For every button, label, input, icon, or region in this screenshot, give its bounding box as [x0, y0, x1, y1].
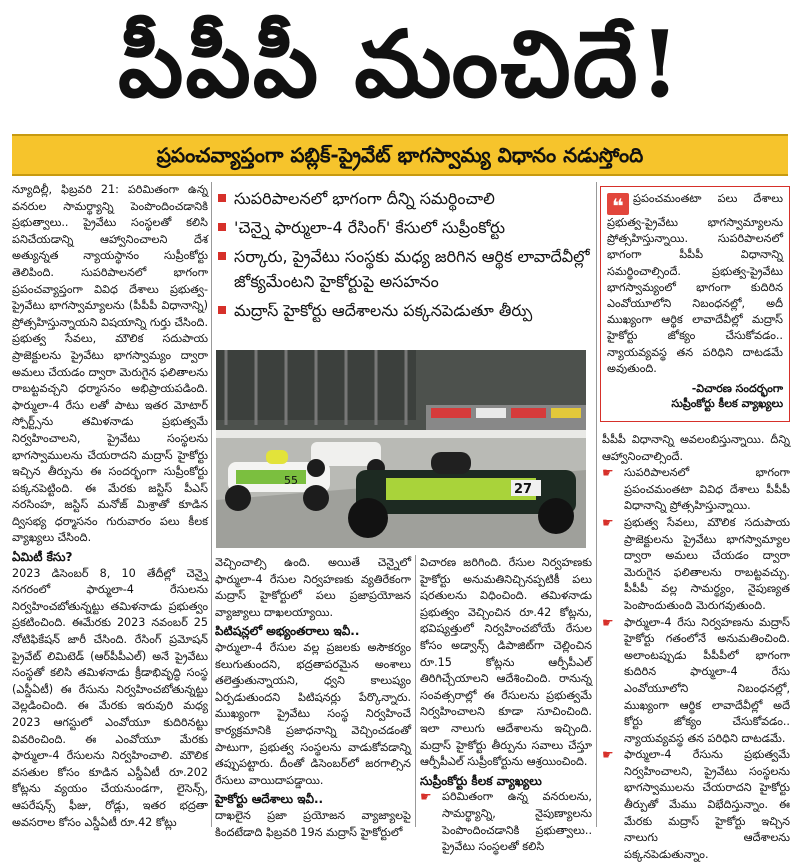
highlight-item: మద్రాస్ హైకోర్టు ఆదేశాలను పక్కనపెడుతూ తీర్పు [216, 298, 592, 323]
section-subhead: పిటిషన్లలో అభ్యంతరాలు ఇవీ.. [215, 624, 360, 639]
quote-mark-icon: ❝ [607, 193, 629, 215]
highlight-item: 'చెన్నై ఫార్ములా-4 రేసింగ్' కేసులో సుప్రీంకోర్టు [216, 215, 592, 240]
subheadline-bar: ప్రపంచవ్యాప్తంగా పబ్లిక్-ప్రైవేట్ భాగస్వామ్య విధానం నడుస్తోంది [12, 134, 788, 176]
section-subhead: ఏమిటీ కేసు? [12, 550, 73, 565]
pointing-hand-icon: ☛ [602, 466, 614, 482]
pointing-hand-icon: ☛ [602, 748, 614, 764]
article-paragraph: న్యూదిల్లీ, ఫిబ్రవరి 21: పరిమితంగా ఉన్న వనరుల సామర్థ్యాన్ని పెంపొందించడానికి ప్రభుత్వాలు.. ప్రైవేటు సంస్థలతో కలిసి పనిచేయడాన్ని ఆహ్వానించాలని దేశ అత్యున్నత న్యాయస్థానం సుప్రీంకోర్టు తెలిపింది. సుపరిపాలనలో భాగంగా ప్రపంచవ్యాప్తంగా వివిధ దేశాలు ప్రభుత్వ-ప్రైవేటు భాగస్వామ్యాలను (పీపీపీ విధానాన్ని) ప్రోత్సహిస్తున్నాయని విషయాన్ని గుర్తు చేసింది. ప్రభుత్వ సేవలు, మౌలిక సదుపాయ ప్రాజెక్టులను ప్రైవేటు భాగస్వామ్యం ద్వారా అమలు చేయడం ద్వారా మెరుగైన ఫలితాలను రాబట్టవచ్చని ధర్మాసనం అభిప్రాయపడింది. ఫార్ములా-4 రేసు లతో పాటు ఇతర మోటార్ స్పోర్ట్స్‌ను తమిళనాడు ప్రభుత్వమే నిర్వహించాలని, ప్రైవేటు సంస్థలను భాగస్వాములను చేయరాదని మద్రాస్ హైకోర్టు ఇచ్చిన తీర్పును ఈ సందర్భంగా సుప్రీంకోర్టు పక్కనపెట్టింది. ఈ మేరకు జస్టిస్ పీఎస్ నరసింహ, జస్టిస్ మనోజ్ మిశ్రాతో కూడిన ద్విసభ్య ధర్మాసనం గురువారం పలు కీలక వ్యాఖ్యలు చేసింది. [12, 183, 208, 545]
pull-quote-box [600, 186, 790, 422]
pointing-hand-icon: ☛ [420, 790, 432, 806]
article-paragraph: విచారణ జరిగింది. రేసుల నిర్వహణకు హైకోర్టు అనుమతినిచ్చినప్పటికీ పలు షరతులను విధించింది. తమిళనాడు ప్రభుత్వం వెచ్చించిన రూ.42 కోట్లను, భవిష్యత్తులో నిర్వహించబోయే రేసుల కోసం అడ్వాన్స్ డిపాజిట్‌గా చెల్లించిన రూ.15 కోట్లను ఆర్పీపీఎల్ తిరిగిచ్చేయాలని ఆదేశించింది. రానున్న సంవత్సరాల్లో ఈ రేసులను ప్రభుత్వమే నిర్వహించాలని కూడా సూచించింది. ఇలా నాలుగు ఆదేశాలను ఇచ్చింది. మద్రాస్ హైకోర్టు తీర్పును సవాలు చేస్తూ ఆర్పీపీఎల్ సుప్రీంకోర్టును ఆశ్రయించింది. [420, 556, 592, 769]
column-divider [415, 555, 416, 827]
article-paragraph: పీపీపీ విధానాన్ని అవలంబిస్తున్నాయి. దీన్ని ఆహ్వానించాల్సిందే. [602, 433, 790, 463]
column-divider [596, 182, 597, 827]
pointing-hand-icon: ☛ [602, 615, 614, 631]
red-square-bullet-icon [218, 194, 226, 202]
highlights-list [216, 186, 592, 327]
highlight-item: సుపరిపాలనలో భాగంగా దీన్ని సమర్థించాలి [216, 186, 592, 211]
list-item: ☛ పరిమితంగా ఉన్న వనరులను, సామర్థ్యాన్ని, నైపుణ్యాలను పెంపొందించడానికి ప్రభుత్వాలు.. ప్రైవేటు సంస్థలతో కలిసి [420, 790, 592, 854]
section-subhead: సుప్రీంకోర్టు కీలక వ్యాఖ్యలు [420, 773, 542, 788]
article-paragraph: ఫార్ములా-4 రేసుల వల్ల ప్రజలకు అసౌకర్యం కలుగుతుందని, భద్రతాపరమైన అంశాలు తలెత్తుతున్నాయని, ధ్వని కాలుష్యం ఏర్పడుతుందని పిటిషనర్లు పేర్కొన్నారు. ముఖ్యంగా ప్రైవేటు సంస్థ నిర్వహించే కార్యక్రమానికి ప్రజాధనాన్ని వెచ్చించడంతో పాటుగా, ప్రభుత్వ సంస్థలను వాడుకోవడాన్ని తప్పుపట్టారు. దీంతో డిసెంబర్‌లో జరగాల్సిన రేసులు వాయిదాపడ్డాయి. [215, 640, 411, 787]
svg-text:55: 55 [284, 474, 298, 487]
section-subhead: హైకోర్టు ఆదేశాలు ఇవీ.. [215, 792, 324, 807]
svg-text:27: 27 [514, 482, 533, 497]
list-item: ☛ సుపరిపాలనలో భాగంగా ప్రపంచమంతటా వివిధ దేశాలు పీపీపీ విధానాన్ని ప్రోత్సహిస్తున్నాయి. [602, 466, 790, 513]
highlight-item: సర్కారు, ప్రైవేటు సంస్థకు మధ్య జరిగిన ఆర్థిక లావాదేవీల్లో జోక్యమేంటని హైకోర్టుపై అసహనం [216, 244, 592, 294]
column-divider [211, 182, 212, 827]
headline: పీపీపీ మంచిదే! [117, 10, 683, 118]
list-item: ☛ ప్రభుత్వ సేవలు, మౌలిక సదుపాయ ప్రాజెక్టులను ప్రైవేటు భాగస్వామ్యాల ద్వారా అమలు చేయడం ద్వారా మెరుగైన ఫలితాలను రాబట్టవచ్చు. పీపీపీ వల్ల సామర్థ్యం, నైపుణ్యత పెంపొందుతుంది మెరుగవుతుంది. [602, 515, 790, 612]
list-item: ☛ ఫార్ములా-4 రేసు నిర్వహణను మద్రాస్ హైకోర్టు గతంలోనే అనుమతించింది. అలాంటప్పుడు పీపీపీలో భాగంగా కుదిరిన ఫార్ములా-4 రేసు ఎంవోయూలోని నిబంధనల్లో, ముఖ్యంగా ఆర్థిక లావాదేవీల్లో అదే కోర్టు జోక్యం చేసుకోవడం.. న్యాయవ్యవస్థ తన పరిధిని దాటడమే. [602, 615, 790, 745]
article-paragraph: దాఖలైన ప్రజా ప్రయోజన వ్యాజ్యాలపై కిందటేడాది ఫిబ్రవరి 19న మద్రాస్ హైకోర్టులో [215, 808, 411, 839]
article-column-4 [602, 432, 790, 861]
article-column-1 [12, 182, 208, 827]
pointing-hand-icon: ☛ [602, 515, 614, 531]
race-photo [216, 350, 586, 548]
article-column-3 [420, 555, 592, 854]
article-column-2 [215, 555, 411, 839]
red-square-bullet-icon [218, 252, 226, 260]
race-cars-illustration [216, 350, 586, 548]
article-paragraph: 2023 డిసెంబర్ 8, 10 తేదీల్లో చెన్నై నగరంలో ఫార్ములా-4 రేసులను నిర్వహించబోతున్నట్టు తమిళనాడు ప్రభుత్వం ప్రకటించింది. ఈమేరకు 2023 నవంబర్ 25 నోటిఫికేషన్ జారీ చేసింది. రేసింగ్ ప్రమోషన్ ప్రైవేట్ లిమిటెడ్ (ఆర్‌పీపీఎల్) అనే ప్రైవేటు సంస్థతో కలిసి తమిళనాడు క్రీడాభివృద్ధి సంస్థ (ఎస్డీఏటీ) ఈ రేసును నిర్వహించబోతున్నట్టు వెల్లడించింది. ఈ మేరకు ఇరువురి మధ్య 2023 ఆగస్టులో ఎంవోయూ కుదిరినట్టు వివరించింది. ఈ ఎంవోయూ మేరకు ఫార్ములా-4 రేసులను నిర్వహించాలి. మౌలిక వసతుల కోసం కూడిన ఎస్డీఏటీ రూ.202 కోట్లను వ్యయం చేయనుండగా, లైసెన్స్, ఆపరేషన్స్ ఫీజు, రోడ్లు, ఇతర భద్రతా అవసరాల కోసం ఎస్డీఏటీ రూ.42 కోట్లు [12, 566, 208, 829]
pull-quote-text: ❝ ప్రపంచమంతటా పలు దేశాలు ప్రభుత్వ-ప్రైవేటు భాగస్వామ్యాలను ప్రోత్సహిస్తున్నాయి. సుపరిపాలనలో భాగంగా పీపీపీ విధానాన్ని సమర్థించాల్సిందే. ప్రభుత్వ-ప్రైవేటు భాగస్వామ్యంలో భాగంగా కుదిరిన ఎంవోయూలోని నిబంధనల్లో, అదీ ముఖ్యంగా ఆర్థిక లావాదేవీల్లో మద్రాస్ హైకోర్టు జోక్యం చేసుకోవడం.. న్యాయవ్యవస్థ తన పరిధిని దాటడమే అవుతుంది. [607, 192, 783, 375]
article-paragraph: వెచ్చించాల్సి ఉంది. అయితే చెన్నైలో ఫార్ములా-4 రేసుల నిర్వహణకు వ్యతిరేకంగా మద్రాస్ హైకోర్టులో పలు ప్రజాప్రయోజన వ్యాజ్యాలు దాఖలయ్యాయి. [215, 556, 411, 619]
list-item: ☛ ఫార్ములా-4 రేసును ప్రభుత్వమే నిర్వహించాలని, ప్రైవేటు సంస్థలను భాగస్వాములను చేయరాదని హైకోర్టు తీర్పుతో మేము విభేదిస్తున్నాం. ఈ మేరకు మద్రాస్ హైకోర్టు ఇచ్చిన నాలుగు ఆదేశాలను పక్కనపెడుతున్నాం. [602, 748, 790, 861]
pull-quote-attribution: -విచారణ సందర్భంగా సుప్రీంకోర్టు కీలక వ్యాఖ్యలు [671, 382, 783, 411]
red-square-bullet-icon [218, 306, 226, 314]
red-square-bullet-icon [218, 223, 226, 231]
